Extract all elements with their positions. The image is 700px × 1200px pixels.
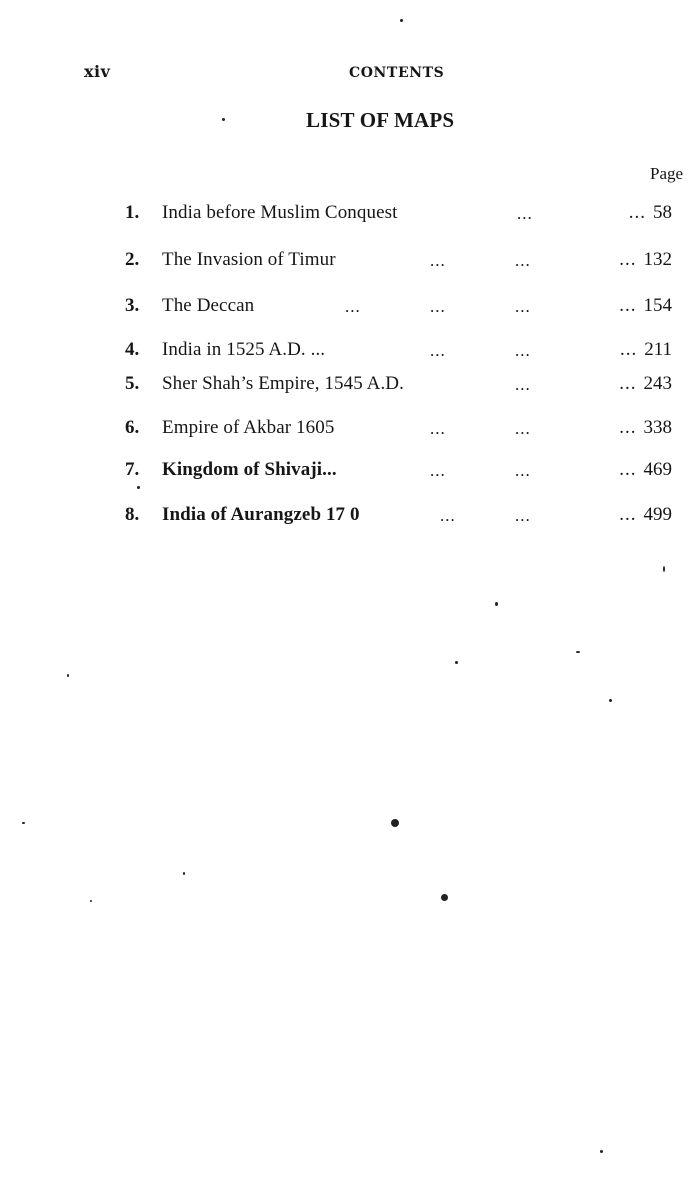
item-title: Empire of Akbar 1605 — [162, 417, 335, 438]
leader-dots: ... — [619, 459, 637, 480]
print-speck — [222, 118, 225, 121]
leader-dots: ... — [430, 419, 446, 438]
item-title: Kingdom of Shivaji... — [162, 459, 337, 480]
leader-dots: ... — [628, 202, 646, 223]
list-title: LIST OF MAPS — [306, 108, 455, 132]
item-number: 2. — [125, 249, 140, 270]
item-title: India before Muslim Conquest — [162, 202, 398, 223]
item-page: 499 — [643, 504, 672, 525]
item-page: 338 — [643, 417, 672, 438]
item-number: 6. — [125, 417, 140, 438]
leader-dots: ... — [430, 251, 446, 270]
leader-dots: ... — [515, 506, 531, 525]
leader-dots: ... — [619, 295, 637, 316]
print-speck — [183, 872, 185, 875]
item-title: India in 1525 A.D. ... — [162, 339, 326, 360]
list-item — [0, 295, 700, 325]
leader-dots: ... — [430, 461, 446, 480]
page-number: xiv — [84, 62, 111, 81]
item-page: 211 — [644, 339, 672, 360]
item-page-ref — [580, 339, 672, 361]
list-item — [0, 202, 700, 232]
item-number: 4. — [125, 339, 140, 360]
item-number: 7. — [125, 459, 140, 480]
leader-dots: ... — [619, 373, 637, 394]
leader-dots: ... — [619, 249, 637, 270]
print-speck — [400, 19, 403, 22]
item-page: 154 — [643, 295, 672, 316]
leader-dots: ... — [515, 297, 531, 316]
leader-dots: ... — [619, 417, 637, 438]
leader-dots: ... — [515, 419, 531, 438]
print-speck — [600, 1150, 603, 1153]
item-page: 58 — [653, 202, 672, 223]
list-item — [0, 249, 700, 279]
item-page-ref — [580, 459, 672, 481]
leader-dots: ... — [430, 297, 446, 316]
print-speck — [455, 661, 458, 664]
item-title: India of Aurangzeb 17 0 — [162, 504, 360, 525]
leader-dots: ... — [515, 251, 531, 270]
print-speck — [576, 651, 580, 653]
leader-dots: ... — [619, 504, 637, 525]
item-page: 132 — [643, 249, 672, 270]
item-page-ref — [580, 249, 672, 271]
print-speck — [441, 894, 448, 901]
print-speck — [137, 486, 140, 489]
item-page-ref — [580, 295, 672, 317]
print-speck — [22, 822, 25, 824]
print-speck — [495, 602, 498, 606]
list-item — [0, 417, 700, 447]
item-page: 243 — [643, 373, 672, 394]
item-number: 1. — [125, 202, 140, 223]
leader-dots: ... — [440, 506, 456, 525]
item-number: 5. — [125, 373, 140, 394]
item-page-ref — [580, 202, 672, 224]
item-title: The Deccan — [162, 295, 255, 316]
list-item — [0, 504, 700, 534]
item-number: 3. — [125, 295, 140, 316]
leader-dots: ... — [515, 461, 531, 480]
print-speck — [67, 674, 69, 677]
running-head: CONTENTS — [349, 65, 445, 81]
item-title: Sher Shah’s Empire, 1545 A.D. — [162, 373, 404, 394]
print-speck — [90, 900, 92, 902]
print-speck — [609, 699, 612, 702]
item-page: 469 — [643, 459, 672, 480]
leader-dots: ... — [345, 297, 361, 316]
item-page-ref — [580, 417, 672, 439]
item-page-ref — [580, 504, 672, 526]
print-speck — [391, 819, 399, 827]
leader-dots: ... — [515, 341, 531, 360]
item-title: The Invasion of Timur — [162, 249, 336, 270]
leader-dots: ... — [517, 204, 533, 223]
item-number: 8. — [125, 504, 140, 525]
list-item — [0, 459, 700, 489]
page-column-label: Page — [650, 164, 684, 183]
list-item — [0, 373, 700, 403]
leader-dots: ... — [515, 375, 531, 394]
print-speck — [663, 566, 665, 572]
leader-dots: ... — [619, 339, 638, 360]
item-page-ref — [580, 373, 672, 395]
list-item — [0, 339, 700, 369]
leader-dots: ... — [430, 341, 446, 360]
